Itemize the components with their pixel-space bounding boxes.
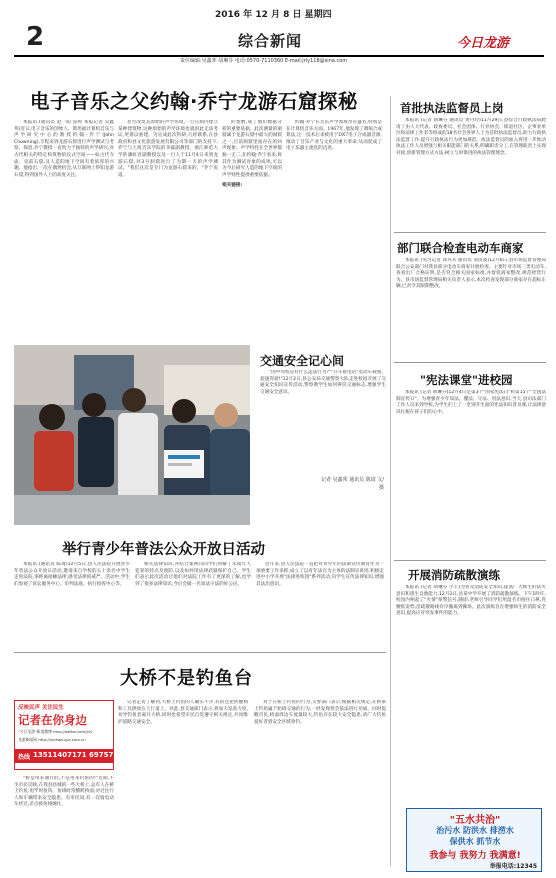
dept-body xyxy=(396,258,546,358)
traffic-photo-scene xyxy=(14,345,250,525)
jdry-body-text: 本报讯 (记者 胡琳芬 通讯员 黄丹玲)11月29日,县综合行政执法局聘请了由人大代表、政协委员、社会团体、行业协会、街道社区、企事业单位和法律工作者等组成的18名社会各界人士为首批执法监督员,助力行政执法监督工作,提升行政执法行为更加规范。执法监督员的加入将进一步推动执法工作人员增强与相关职能部门的关系,明确职责分工,在管理职责上实现对接,创新管理方式方法,树立与时俱进的执法管理理念。 xyxy=(396,118,546,156)
bridge-col-2-text: 记者走访了解到,大桥上钓鱼的人确实不少,有的还把折叠椅和工具摆放在人行道上。对此,县交通部门表示,将加大巡查力度,劝导钓鱼者离开大桥,同时也希望市民自觉遵守相关规定,共同维护道路交通安全。 xyxy=(118,700,248,725)
reporter-phone: 13511407171 6975719 xyxy=(33,751,124,759)
reporter-phone-label: 热线 xyxy=(18,754,31,761)
main-col-1-text: 本报讯 (通讯员 赵一阳 雷鸣 本报记者 吴鑫邦)近日,电子音乐的创始人、斯坦福计算机音乐与声学研究中心的教授约翰·乔宁(John Chowning),专程来到龙游石窟进行声学测试与考察。探恩,乔宁教授一直致力于独特的声学研究,对古代相关的特定构筑物的仪式空间——如古代寺庙、史前石窟,及人造的地下空间有着浓厚的兴趣。他指出,一次在偶然机会,从互联网上得知龙游石窟,得到国外人士的高度关注。 xyxy=(14,120,114,178)
traffic-credit: 记者 吴鑫邦 通讯员 陈琦 文/摄 xyxy=(320,477,384,491)
fire-body xyxy=(396,585,546,805)
traffic-caption xyxy=(260,370,386,456)
traffic-headline: 交通安全记心间 xyxy=(260,354,345,368)
traffic-caption-text: "国中驾校是有什么违法行为?""开车接电话"电动车载重、超速驾驶!"12月2日,县公安局交通警察大队走进校园开展了交通安全知识宣传活动,警察教学生如何辨识交通标志,增强学生交通安全意识。 xyxy=(260,370,386,395)
youth-col-2 xyxy=(135,562,251,648)
bridge-col-2 xyxy=(118,700,248,868)
youth-col-1 xyxy=(14,562,130,648)
main-col-4-text: 约翰·乔宁在音乐声学领域享有盛名,特别是在计算机音乐方面。1967年,他发现了调频合成算法,这一技术后来被用于DX7电子合成器音源,推动了音乐产业与文化的重大革命,从而促成了电子乐器主流化的迈进。 xyxy=(286,120,382,152)
five-water-promo xyxy=(406,808,542,872)
xianfa-body xyxy=(396,390,546,555)
main-col-3-text: 的参数,成了他们数据分析的重要依据。此次测量的洞窟属于龙游石窟中最大的洞窟之一,目前洞窟里面存在的回声现象、声学特性在全世界都独一无二,在约翰·乔宁看来,将其作为测试对象的成果,可以为今后研究人造的地下空间的声学特性提供重要依据。 xyxy=(222,120,282,178)
bridge-headline: 大桥不是钓鱼台 xyxy=(120,668,253,689)
bridge-col-3 xyxy=(254,700,386,868)
promo-row-1: 治污水 防洪水 排涝水 xyxy=(436,826,514,835)
right-sep-2 xyxy=(394,362,546,363)
youth-col-1-text: 本报讯 (通讯员 陈琦)12月5日,县人民法院开展青少年普法公众开放日活动,邀请来自学校的五十余名中学生走进法院,零距离接触法律,感受法律的威严。活动中,学生们参观了诉讼服务中心、审判法庭、执行指挥中心等。 xyxy=(14,562,130,587)
newspaper-logo xyxy=(455,32,535,52)
youth-headline: 举行青少年普法公众开放日活动 xyxy=(62,542,265,558)
main-col-4 xyxy=(286,120,382,338)
promo-hotline: 举报电话:12345 xyxy=(489,863,537,870)
bridge-col-3-text: 对于在桥上钓鱼的行为,交警部门表示,根据相关规定,在桥梁上钓鱼属于妨碍交通的行为,一经发现将会依法进行劝离。同时提醒市民,桥面周边车流量较大,钓鱼存在较大安全隐患,请广大钓鱼爱好者到安全区域垂钓。 xyxy=(254,700,386,725)
promo-slogan: 我参与 我努力 我满意! xyxy=(429,851,521,861)
promo-row-2: 保供水 抓节水 xyxy=(449,837,501,846)
section-title: 综合新闻 xyxy=(238,32,303,50)
xianfa-headline: "宪法课堂"进校园 xyxy=(420,373,513,387)
xianfa-body-text: 本报讯 (记者 胡琳芬)12月4日是第3个"国家宪法日"和第15个"全国法制宣传日"。为增强青少年知法、懂法、守法、用法意识,当天,县司法部门工作人员来到学校,为学生们上了一堂别开生面的宪法知识普及课,让法律意识扎根在孩子们的心中。 xyxy=(396,390,546,415)
issue-date: 2016 年 12 月 8 日 星期四 xyxy=(215,10,332,20)
jdry-body xyxy=(396,118,546,228)
fire-headline: 开展消防疏散演练 xyxy=(408,568,500,582)
main-col-2-text: 甚至改变其原始的声学环境,一旦在洞内建立某种建筑物,这种原始的声学环境也就因此无法考证,更难以重建。为宣成此次科研,几经联系,在县政府和县文化旅游发展有限公司等部门的支持下,乔宁与上海音乐学院的李霖副教授、浙江师范大学的潘虹君副教授以及一行人于11月4日来到龙游石窟,对3号洞窟进行了为期一天的声学测试。"我们这次是专门为龙游石窟来的。"乔宁说道。 xyxy=(118,120,218,178)
main-col-2 xyxy=(118,120,218,338)
promo-title: "五水共治" xyxy=(449,815,501,826)
editor-line: 责任编辑:吴鑫邦 胡琳芬 电话:0570-7110360 E-mail:jrly118@sina.com xyxy=(180,58,348,64)
logo-text: 今日龙游 xyxy=(457,36,510,51)
right-sep-3 xyxy=(394,560,546,561)
reporter-box xyxy=(14,700,124,770)
logo-brush xyxy=(455,32,535,52)
bridge-col-1-text: "桥是用来通行的,不是用来钓鱼的!"近期,不少市民反映,在我县县城的一些大桥上,总有人在桥上钓鱼,甩竿时鱼钩、鱼线时常横跨桥面,对过往行人和车辆带来安全隐患。有市民说,有一次骑电动车经过,差点被鱼线缠住。 xyxy=(14,776,114,808)
related-label: 相关链接: xyxy=(222,183,243,189)
youth-col-2-text: 相关法律知识,并结合案例向同学们讲解了未成年人犯罪的特点及预防,以及如何用法律武器保护自己。学生们表示此次活动让他们对法院工作有了更深的了解,也学到了很多法律知识,今后会做一名知法守法的好公民。 xyxy=(135,562,251,587)
jdry-headline: 首批执法监督员上岗 xyxy=(400,101,504,115)
reporter-weibo[interactable]: "今日龙游"新浪微博 http://weibo.com/jrly xyxy=(18,729,93,734)
reporter-site[interactable]: 龙游新闻网 http://lynews.zjol.com.cn xyxy=(18,737,86,742)
main-headline: 电子音乐之父约翰·乔宁龙游石窟探秘 xyxy=(30,90,358,113)
page-number: 2 xyxy=(26,22,45,52)
reporter-tag: 反映民声 关注民生 xyxy=(18,705,64,711)
right-sep-1 xyxy=(394,232,546,233)
masthead xyxy=(0,0,556,64)
fire-body-text: 本报讯 (记者 胡琳芬 小丰)为普及消防安全知识,提高广大师生的防火意识和逃生自救能力,12月2日,县某中学开展了消防疏散演练。下午1时许,校园内响起了"火情"预警信号,随即,老师引导同学们用湿毛巾捂住口鼻,弯腰低姿势,沿疏散路线有序撤离到操场。此次演练旨在增强师生的消防安全意识,提高应对突发事件的能力。 xyxy=(396,585,546,617)
bridge-col-1 xyxy=(14,776,114,868)
youth-sep xyxy=(14,652,386,653)
main-col-1 xyxy=(14,120,114,338)
main-col-3 xyxy=(222,120,282,338)
dept-body-text: 本报讯 (见习记者 涂丹禾 通讯员 刘清凌)12月6日,县市场监督管理局联合公安部门对我县部分电动车商家开展检查。主要针对市场三类电动车,查看出厂合格证明,是否符合相关国家标准,并督促商家整改,规范经营行为。县市场监督管理局相关负责人表示,本次检查发现部分商家存在超标车辆,已责令其限期整改。 xyxy=(396,258,546,290)
dept-headline: 部门联合检查电动车商家 xyxy=(397,241,524,255)
column-divider xyxy=(390,96,391,866)
traffic-photo xyxy=(14,345,250,525)
youth-col-3-text: 近年来,县人民法院一直把对青少年的法制宣传教育作为一项重要工作来抓,成立了以青年法官为主体的法制宣讲团,积极走进中小学开展"法律进校园"系列活动,向学生宣传法律知识,增强其法治意识。 xyxy=(256,562,384,587)
youth-col-3 xyxy=(256,562,384,648)
reporter-phone-bar xyxy=(15,749,124,763)
reporter-title: 记者在你身边 xyxy=(18,713,87,727)
